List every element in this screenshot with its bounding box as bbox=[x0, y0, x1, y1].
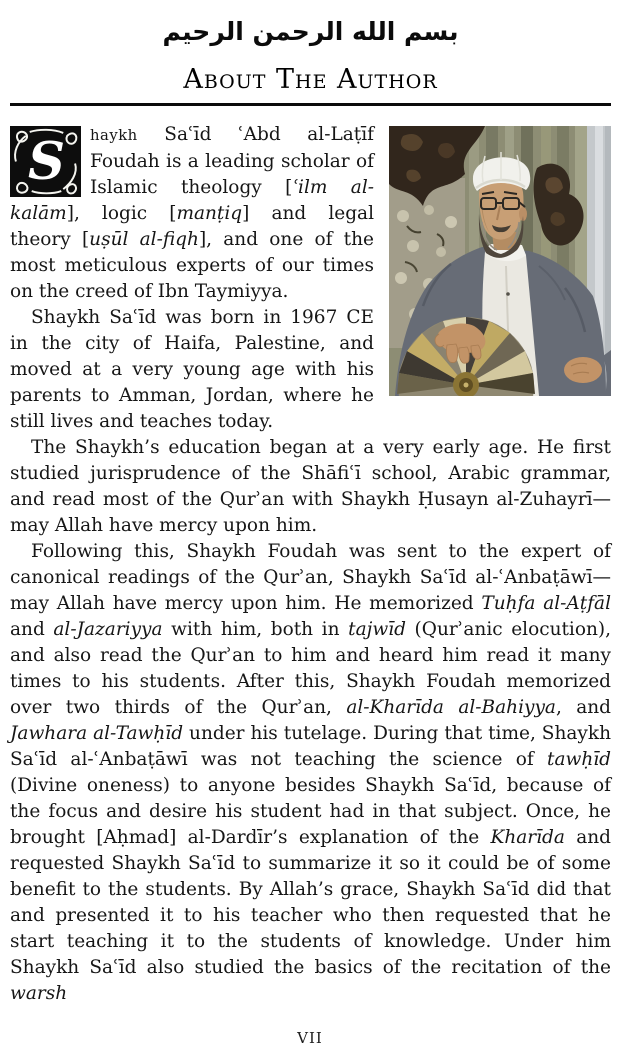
page-title: About The Author bbox=[183, 64, 438, 95]
author-photo bbox=[389, 126, 611, 396]
italic-term: warsh bbox=[10, 983, 68, 1004]
italic-term: tajwīd bbox=[348, 619, 406, 640]
text-run: , and bbox=[555, 697, 612, 718]
text-run: Following this, Shaykh Foudah was sent to the expert of canonical readings of the Qurʾan, Shaykh Saʿīd al-ʿAnbaṭāwī—may Allah have mercy upon him. He memorized bbox=[10, 541, 611, 614]
text-run: and bbox=[10, 619, 54, 640]
body-text bbox=[10, 122, 611, 1007]
italic-term: tawḥīd bbox=[547, 749, 611, 770]
text-run: ] and legal theory [ bbox=[10, 203, 374, 250]
dropcap-initial bbox=[10, 126, 81, 197]
text-run: (Qurʾanic elocution), and also read the Qurʾan to him and heard him read it many times to his students. After this, Shaykh Foudah memorized over two thirds of the Qurʾan, bbox=[10, 619, 611, 718]
text-run: ], logic [ bbox=[66, 203, 177, 224]
italic-term: al-Jazariyya bbox=[53, 619, 163, 640]
text-run: under his tutelage. During that time, Shaykh Saʿīd al-ʿAnbaṭāwī was not teaching the science of bbox=[10, 723, 611, 770]
title-rule bbox=[10, 103, 611, 106]
page-number: VII bbox=[297, 1029, 323, 1047]
italic-term: al-Kharīda al-Bahiyya bbox=[346, 697, 556, 718]
italic-term: ʿilm al-kalām bbox=[10, 177, 374, 224]
text-run: with him, both in bbox=[162, 619, 349, 640]
text-run: (Divine oneness) to anyone besides Shaykh Saʿīd, because of the focus and desire his student had in that subject. Once, he brought [Aḥmad] al-Dardīr’s explanation of the bbox=[10, 775, 611, 848]
text-run: and requested Shaykh Saʿīd to summarize it so it could be of some benefit to the students. By Allah’s grace, Shaykh Saʿīd did that and presented it to his teacher who then requested that he start teaching it to the students of knowledge. Under him Shaykh Saʿīd also studied the basics of the recitation of the bbox=[10, 827, 611, 978]
italic-term: Jawhara al-Tawḥīd bbox=[10, 723, 184, 744]
bismillah-calligraphy: بسم الله الرحمن الرحيم bbox=[162, 17, 459, 46]
paragraph-education bbox=[10, 435, 611, 539]
text-run: Shaykh Saʿīd was born in 1967 CE in the city of Haifa, Palestine, and moved at a very young age with his parents to Amman, Jordan, where he still lives and teaches today. bbox=[10, 307, 374, 432]
italic-term: Tuḥfa al-Aṭfāl bbox=[481, 593, 612, 614]
text-run: The Shaykh’s education began at a very early age. He first studied jurisprudence of the Shāfiʿī school, Arabic grammar, and read most of the Qurʾan with Shaykh Ḥusayn al-Zuhayrī—may Allah have mercy upon him. bbox=[10, 437, 611, 536]
text-run: Saʿīd ʿAbd al-Laṭīf Foudah is a leading scholar of Islamic theology [ bbox=[90, 124, 374, 198]
paragraph-quran-studies bbox=[10, 539, 611, 1007]
small-caps-run: haykh bbox=[90, 127, 138, 144]
text-run: ], and one of the most meticulous experts of our times on the creed of Ibn Taymiyya. bbox=[10, 229, 374, 302]
author-photo-illustration bbox=[389, 126, 611, 396]
italic-term: uṣūl al-fiqh bbox=[89, 229, 199, 250]
italic-term: manṭiq bbox=[176, 203, 243, 224]
dropcap-letter: S bbox=[27, 132, 66, 193]
italic-term: Kharīda bbox=[490, 827, 565, 848]
